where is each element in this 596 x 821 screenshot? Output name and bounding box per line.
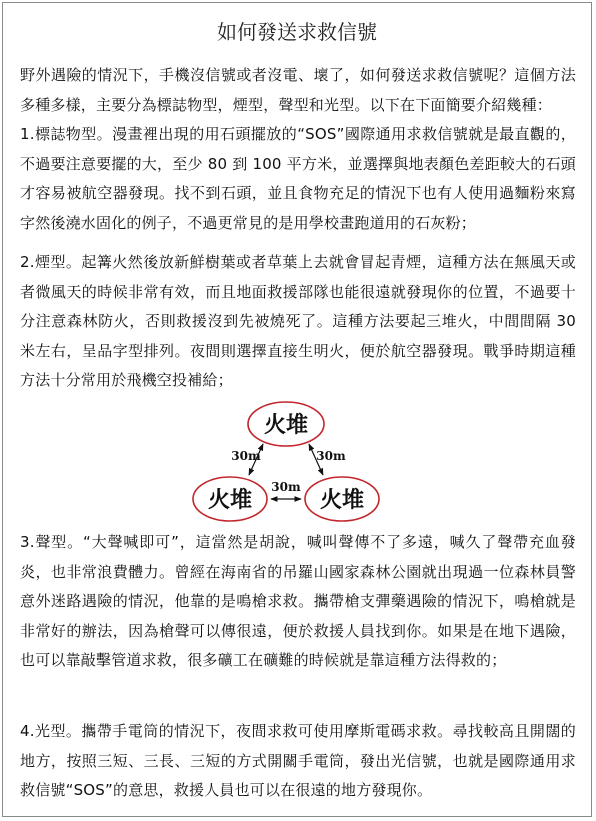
section-marker-paragraph: 1.標誌物型。漫畫裡出現的用石頭擺放的“SOS”國際通用求救信號就是最直觀的，不過要注意要擺的大，至少 80 到 100 平方米，並選擇與地表顏色差距較大的石頭才容易被航空器發現。找不到石頭，並且食物充足的情況下也有人使用過麵粉來寫字然後澆水固化的例子，不過更常見的是用學校畫跑道用的石灰粉； xyxy=(20,125,576,232)
section-smoke-paragraph: 2.煙型。起篝火然後放新鮮樹葉或者草葉上去就會冒起青煙，這種方法在無風天或者微風天的時候非常有效，而且地面救援部隊也能很遠就發現你的位置，不過要十分注意森林防火，否則救援沒到先被燒死了。這種方法要起三堆火，中間間隔 30 米左右，呈品字型排列。夜間則選擇直接生明火，便於航空器發現。戰爭時期這種方法十分常用於飛機空投補給； xyxy=(20,253,576,389)
fire-label-top: 火堆 xyxy=(263,412,309,438)
fire-label-right: 火堆 xyxy=(319,487,365,513)
distance-label-bottom: 30m xyxy=(271,480,301,494)
fire-triangle-diagram xyxy=(191,399,381,523)
distance-label-left: 30m xyxy=(231,449,261,463)
document-title: 如何發送求救信號 xyxy=(217,20,377,44)
section-light-paragraph: 4.光型。攜帶手電筒的情況下，夜間求救可使用摩斯電碼求救。尋找較高且開闊的地方，按照三短、三長、三短的方式開關手電筒，發出光信號，也就是國際通用求救信號“SOS”的意思，救援人員也可以在很遠的地方發現你。 xyxy=(20,722,576,799)
section-sound-paragraph: 3.聲型。“大聲喊即可”，這當然是胡說，喊叫聲傳不了多遠，喊久了聲帶充血發炎，也非常浪費體力。曾經在海南省的吊羅山國家森林公園就出現過一位森林員警意外迷路遇險的情況，他靠的是鳴槍求救。攜帶槍支彈藥遇險的情況下，鳴槍就是非常好的辦法，因為槍聲可以傳很遠，便於救援人員找到你。如果是在地下遇險，也可以靠敲擊管道求救，很多礦工在礦難的時候就是靠這種方法得救的； xyxy=(20,533,576,669)
distance-label-right: 30m xyxy=(316,449,346,463)
intro-paragraph: 野外遇險的情況下，手機沒信號或者沒電、壞了，如何發送求救信號呢？這個方法多種多樣，主要分為標誌物型，煙型，聲型和光型。以下在下面簡要介紹幾種： xyxy=(20,66,576,114)
fire-label-left: 火堆 xyxy=(207,487,253,513)
document-frame xyxy=(2,2,592,817)
